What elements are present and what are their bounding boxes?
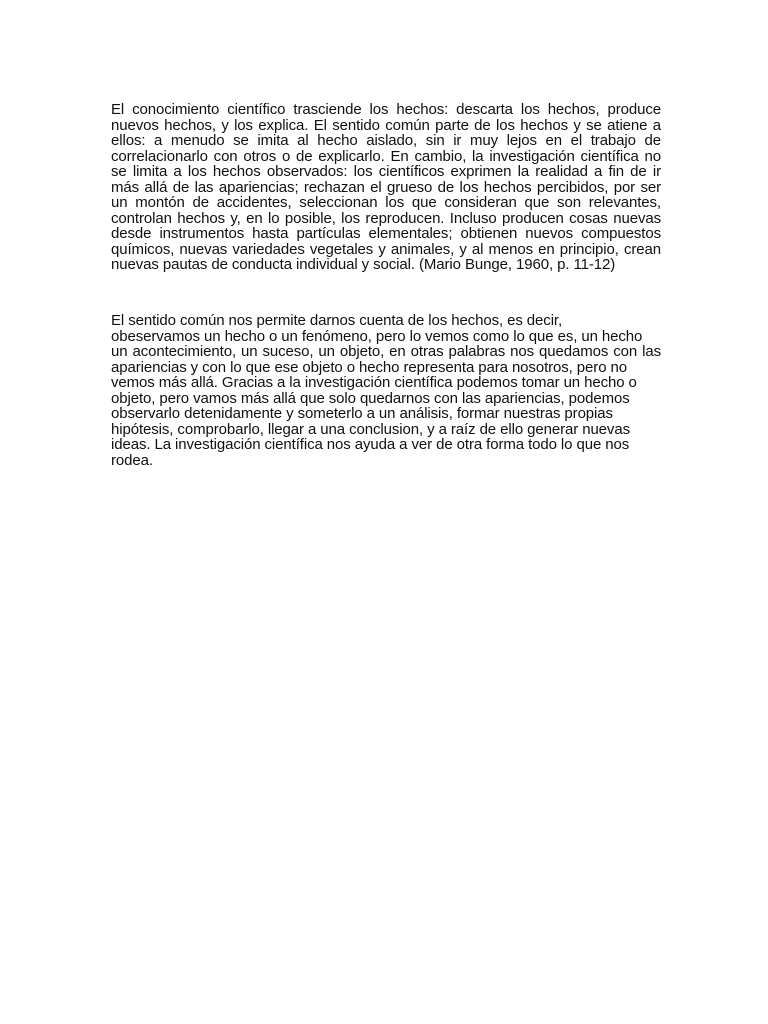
- text-line: un acontecimiento, un suceso, un objeto, en otras palabras nos quedamos con las: [111, 343, 661, 360]
- text-line: hipótesis, comprobarlo, llegar a una conclusion, y a raíz de ello generar nuevas: [111, 420, 630, 438]
- text-line: se limita a los hechos observados: los científicos exprimen la realidad a fin de ir: [111, 163, 661, 180]
- text-line: rodea.: [111, 451, 153, 469]
- text-line: objeto, pero vamos más allá que solo quedarnos con las apariencias, podemos: [111, 389, 630, 407]
- text-line: químicos, nuevas variedades vegetales y animales, y al menos en principio, crean: [111, 240, 661, 258]
- text-line: obeservamos un hecho o un fenómeno, pero lo vemos como lo que es, un hecho: [111, 327, 643, 345]
- text-line: observarlo detenidamente y someterlo a un análisis, formar nuestras propias: [111, 405, 613, 422]
- text-line: vemos más allá. Gracias a la investigación científica podemos tomar un hecho o: [111, 374, 637, 391]
- paragraph-bunge-quote: [111, 102, 661, 273]
- text-line: correlacionarlo con otros o de explicarlo. En cambio, la investigación científica no: [111, 147, 661, 165]
- text-line: apariencias y con lo que ese objeto o hecho representa para nosotros, pero no: [111, 358, 627, 376]
- text-line: un montón de accidentes, seleccionan los que consideran que son relevantes,: [111, 194, 661, 211]
- text-line: El conocimiento científico trasciende los hechos: descarta los hechos, produce: [111, 101, 661, 118]
- text-line: controlan hechos y, en lo posible, los reproducen. Incluso producen cosas nuevas: [111, 209, 661, 227]
- text-line: nuevos hechos, y los explica. El sentido común parte de los hechos y se atiene a: [111, 116, 661, 134]
- text-line: ellos: a menudo se imita al hecho aislado, sin ir muy lejos en el trabajo de: [111, 132, 661, 149]
- text-line: desde instrumentos hasta partículas elementales; obtienen nuevos compuestos: [111, 225, 661, 242]
- paragraph-commentary: [111, 313, 661, 468]
- text-line: ideas. La investigación científica nos ayuda a ver de otra forma todo lo que nos: [111, 436, 630, 453]
- text-line: nuevas pautas de conducta individual y social. (Mario Bunge, 1960, p. 11-12): [111, 256, 616, 273]
- text-line: más allá de las apariencias; rechazan el grueso de los hechos percibidos, por ser: [111, 178, 661, 196]
- text-line: El sentido común nos permite darnos cuenta de los hechos, es decir,: [111, 312, 563, 329]
